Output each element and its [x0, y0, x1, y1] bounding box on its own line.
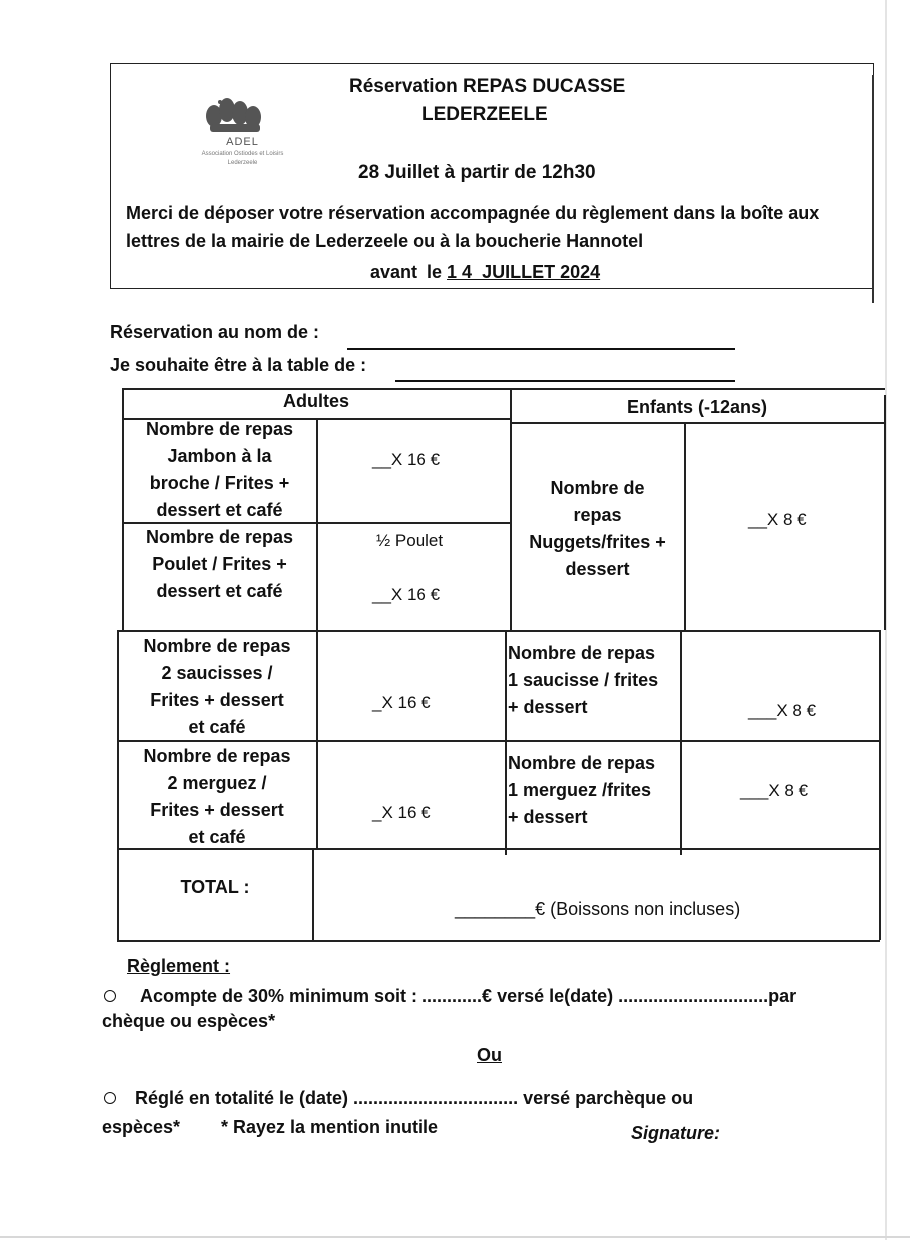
cell-line: Frites + dessert [150, 800, 284, 820]
table-line [312, 848, 314, 940]
table-line [117, 940, 880, 942]
kid-merguez-label [508, 750, 655, 831]
instructions-line1: Merci de déposer votre réservation accompagnée du règlement dans la boîte aux [126, 203, 820, 223]
cell-line: Nombre de repas [508, 753, 656, 773]
table-pref-field[interactable] [395, 380, 735, 382]
adults-header: Adultes [282, 391, 349, 411]
scan-bottom-edge [0, 1236, 910, 1238]
logo-subtitle: Association Ostiodes et Loisirs [201, 151, 284, 157]
kid-saucisse-quantity[interactable]: ___X 8 € [748, 701, 817, 720]
cell-line: dessert et café [156, 581, 283, 601]
kid-nuggets-quantity[interactable]: __X 8 € [748, 510, 807, 529]
cell-line: Nombre de repas [145, 419, 294, 439]
cell-line: Nombre de [550, 478, 645, 498]
table-line [680, 630, 682, 855]
event-date: 28 Juillet à partir de 12h30 [358, 162, 596, 183]
deadline-date: 1 4 JUILLET 2024 [447, 262, 601, 282]
adult-jambon-label [123, 416, 316, 524]
cell-line: Nombre de repas [143, 746, 291, 766]
table-line [510, 422, 885, 424]
cell-line: et café [188, 827, 246, 847]
table-line [684, 422, 686, 630]
cell-line: dessert [565, 559, 630, 579]
cell-line: Frites + dessert [150, 690, 284, 710]
table-line [884, 395, 886, 630]
total-value[interactable]: ________€ (Boissons non incluses) [455, 899, 741, 919]
table-line [122, 388, 885, 390]
cell-line: Nuggets/frites + [529, 532, 666, 552]
table-line [117, 630, 880, 632]
table-line [505, 630, 507, 855]
cell-line: 1 saucisse / frites [508, 670, 659, 690]
payment-option1-line2: chèque ou espèces* [102, 1011, 276, 1031]
name-label: Réservation au nom de : [110, 322, 320, 342]
adult-saucisses-quantity[interactable]: _X 16 € [372, 693, 431, 712]
radio-bullet-icon[interactable] [104, 990, 116, 1002]
radio-bullet-icon[interactable] [104, 1092, 116, 1104]
payment-option2-line2a: espèces* [102, 1117, 181, 1137]
kid-merguez-quantity[interactable]: ___X 8 € [740, 781, 809, 800]
header-box-right-border [872, 75, 874, 303]
adult-jambon-quantity[interactable]: __X 16 € [372, 450, 441, 469]
payment-option2-line2b: * Rayez la mention inutile [221, 1117, 439, 1137]
table-line [316, 418, 318, 848]
signature-label: Signature: [631, 1123, 721, 1143]
adel-logo [180, 96, 305, 176]
cell-line: + dessert [508, 807, 588, 827]
cell-line: repas [573, 505, 622, 525]
adult-poulet-note: ½ Poulet [376, 531, 444, 550]
total-label: TOTAL : [180, 877, 250, 897]
kid-saucisse-label [508, 640, 658, 721]
adult-merguez-label [118, 743, 316, 851]
cell-line: Nombre de repas [143, 636, 291, 656]
instructions-line2: lettres de la mairie de Lederzeele ou à la boucherie Hannotel [126, 231, 644, 251]
cell-line: et café [188, 717, 246, 737]
payment-option1-line1: Acompte de 30% minimum soit : ............€ versé le(date) ..............................par [140, 986, 797, 1006]
adult-poulet-label [123, 524, 316, 605]
cell-line: broche / Frites + [149, 473, 290, 493]
adel-logo-icon [202, 96, 272, 138]
table-pref-label: Je souhaite être à la table de : [110, 355, 367, 375]
cell-line: dessert et café [156, 500, 283, 520]
deadline [370, 262, 600, 283]
cell-line: 2 merguez / [167, 773, 267, 793]
adult-saucisses-label [118, 633, 316, 741]
kids-header: Enfants (-12ans) [626, 397, 768, 417]
logo-name: ADEL [226, 136, 259, 148]
cell-line: Poulet / Frites + [152, 554, 287, 574]
kid-nuggets-label [511, 475, 684, 583]
cell-line: Jambon à la [167, 446, 272, 466]
title-line1: Réservation REPAS DUCASSE [349, 76, 626, 97]
payment-heading: Règlement : [127, 956, 231, 976]
title-line2: LEDERZEELE [422, 104, 548, 125]
or-label: Ou [477, 1045, 502, 1065]
cell-line: Nombre de repas [508, 643, 656, 663]
adult-merguez-quantity[interactable]: _X 16 € [372, 803, 431, 822]
cell-line: 1 merguez /frites [508, 780, 652, 800]
logo-subtitle-2: Lederzeele [227, 160, 258, 166]
deadline-prefix: avant le [370, 262, 448, 282]
name-field[interactable] [347, 348, 735, 350]
payment-option2-line1: Réglé en totalité le (date) ................................. versé parchèque ou [135, 1088, 694, 1108]
cell-line: + dessert [508, 697, 588, 717]
table-line [879, 630, 881, 940]
cell-line: 2 saucisses / [161, 663, 273, 683]
cell-line: Nombre de repas [145, 527, 294, 547]
adult-poulet-quantity[interactable]: __X 16 € [372, 585, 441, 604]
